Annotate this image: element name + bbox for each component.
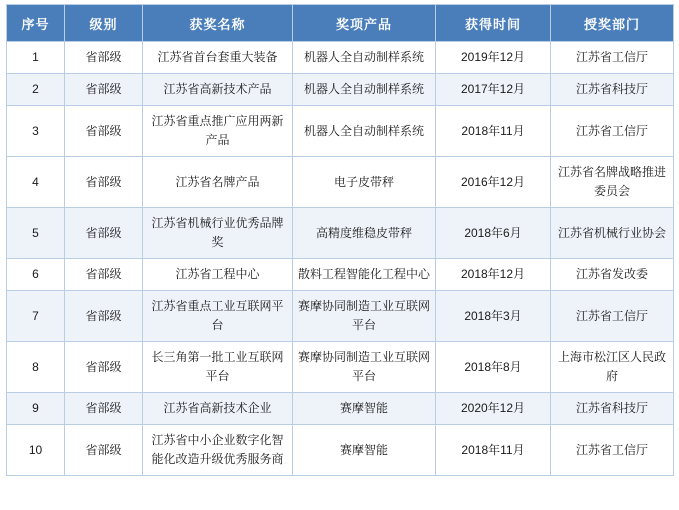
cell-award-name: 江苏省高新技术产品 <box>143 74 293 106</box>
table-row <box>7 106 674 157</box>
cell-level: 省部级 <box>65 106 143 157</box>
cell-award-time: 2018年8月 <box>436 342 551 393</box>
cell-award-dept: 上海市松江区人民政府 <box>551 342 674 393</box>
cell-award-time: 2018年12月 <box>436 259 551 291</box>
cell-award-product: 机器人全自动制样系统 <box>293 42 436 74</box>
cell-award-product: 电子皮带秤 <box>293 157 436 208</box>
cell-award-dept: 江苏省名牌战略推进委员会 <box>551 157 674 208</box>
cell-award-product: 机器人全自动制样系统 <box>293 74 436 106</box>
cell-award-product: 赛摩智能 <box>293 425 436 476</box>
cell-award-dept: 江苏省工信厅 <box>551 425 674 476</box>
cell-level: 省部级 <box>65 425 143 476</box>
cell-no: 7 <box>7 291 65 342</box>
cell-award-name: 江苏省高新技术企业 <box>143 393 293 425</box>
table-header-row <box>7 5 674 42</box>
cell-award-name: 江苏省重点工业互联网平台 <box>143 291 293 342</box>
table-row <box>7 157 674 208</box>
table-row <box>7 74 674 106</box>
cell-award-time: 2018年11月 <box>436 106 551 157</box>
cell-award-dept: 江苏省工信厅 <box>551 106 674 157</box>
cell-no: 4 <box>7 157 65 208</box>
cell-no: 9 <box>7 393 65 425</box>
cell-award-dept: 江苏省科技厅 <box>551 393 674 425</box>
cell-award-dept: 江苏省工信厅 <box>551 291 674 342</box>
cell-award-time: 2016年12月 <box>436 157 551 208</box>
column-header-award-time: 获得时间 <box>436 5 551 42</box>
cell-level: 省部级 <box>65 393 143 425</box>
table-row <box>7 208 674 259</box>
cell-award-product: 赛摩协同制造工业互联网平台 <box>293 342 436 393</box>
cell-level: 省部级 <box>65 74 143 106</box>
column-header-award-dept: 授奖部门 <box>551 5 674 42</box>
cell-award-dept: 江苏省工信厅 <box>551 42 674 74</box>
cell-level: 省部级 <box>65 291 143 342</box>
cell-award-time: 2018年11月 <box>436 425 551 476</box>
cell-award-name: 江苏省机械行业优秀品牌奖 <box>143 208 293 259</box>
table-row <box>7 425 674 476</box>
column-header-level: 级别 <box>65 5 143 42</box>
cell-award-dept: 江苏省发改委 <box>551 259 674 291</box>
cell-award-name: 江苏省重点推广应用两新产品 <box>143 106 293 157</box>
cell-award-product: 机器人全自动制样系统 <box>293 106 436 157</box>
cell-level: 省部级 <box>65 157 143 208</box>
cell-award-time: 2019年12月 <box>436 42 551 74</box>
cell-award-name: 长三角第一批工业互联网平台 <box>143 342 293 393</box>
cell-level: 省部级 <box>65 42 143 74</box>
column-header-no: 序号 <box>7 5 65 42</box>
cell-award-dept: 江苏省科技厅 <box>551 74 674 106</box>
cell-award-product: 高精度维稳皮带秤 <box>293 208 436 259</box>
column-header-award-name: 获奖名称 <box>143 5 293 42</box>
cell-award-product: 赛摩协同制造工业互联网平台 <box>293 291 436 342</box>
cell-award-time: 2018年3月 <box>436 291 551 342</box>
column-header-award-product: 奖项产品 <box>293 5 436 42</box>
cell-award-name: 江苏省中小企业数字化智能化改造升级优秀服务商 <box>143 425 293 476</box>
cell-award-product: 赛摩智能 <box>293 393 436 425</box>
table-row <box>7 393 674 425</box>
cell-no: 6 <box>7 259 65 291</box>
table-row <box>7 42 674 74</box>
cell-level: 省部级 <box>65 259 143 291</box>
table-header <box>7 5 674 42</box>
award-table <box>6 4 674 476</box>
cell-award-time: 2020年12月 <box>436 393 551 425</box>
cell-no: 10 <box>7 425 65 476</box>
cell-award-name: 江苏省工程中心 <box>143 259 293 291</box>
cell-award-time: 2017年12月 <box>436 74 551 106</box>
cell-award-product: 散料工程智能化工程中心 <box>293 259 436 291</box>
cell-no: 5 <box>7 208 65 259</box>
table-row <box>7 291 674 342</box>
cell-award-name: 江苏省名牌产品 <box>143 157 293 208</box>
table-row <box>7 259 674 291</box>
cell-no: 2 <box>7 74 65 106</box>
cell-award-dept: 江苏省机械行业协会 <box>551 208 674 259</box>
cell-level: 省部级 <box>65 342 143 393</box>
cell-no: 8 <box>7 342 65 393</box>
table-row <box>7 342 674 393</box>
cell-no: 1 <box>7 42 65 74</box>
cell-award-time: 2018年6月 <box>436 208 551 259</box>
table-body <box>7 42 674 476</box>
cell-no: 3 <box>7 106 65 157</box>
cell-level: 省部级 <box>65 208 143 259</box>
cell-award-name: 江苏省首台套重大装备 <box>143 42 293 74</box>
